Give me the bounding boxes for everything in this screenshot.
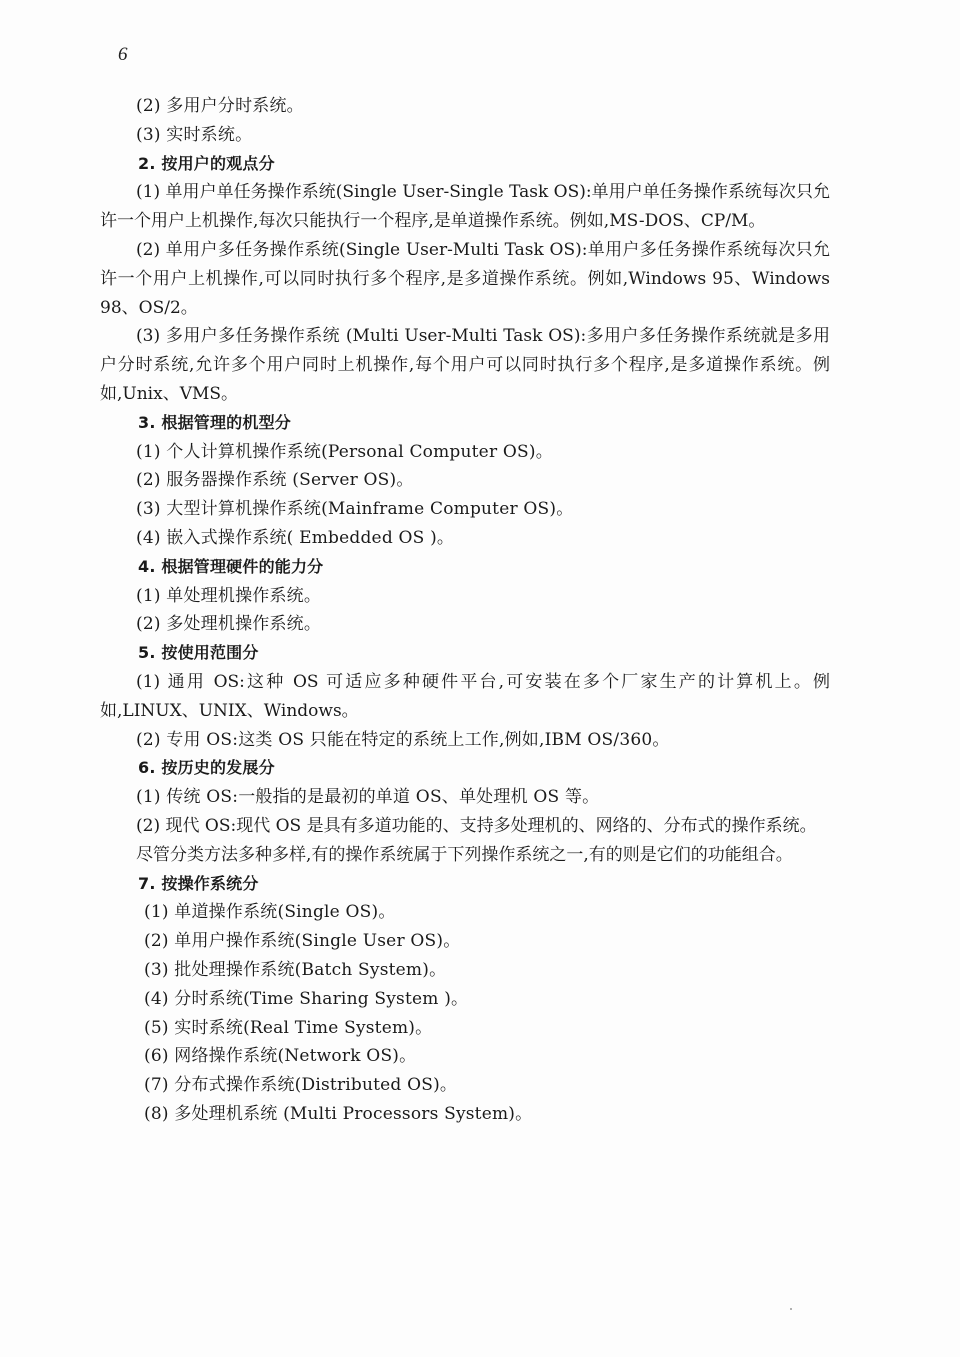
list-item: (1) 单道操作系统(Single OS)。 [144,902,396,923]
list-item: (2) 多用户分时系统。 [136,96,304,116]
list-item: (7) 分布式操作系统(Distributed OS)。 [144,1075,458,1096]
list-item: (3) 大型计算机操作系统(Mainframe Computer OS)。 [136,499,574,520]
list-item: (1) 单处理机操作系统。 [136,585,322,606]
list-item: (3) 实时系统。 [136,124,253,145]
list-item: (2) 服务器操作系统 (Server OS)。 [136,470,414,491]
scan-speck [790,1308,792,1310]
section-heading: 4. 根据管理硬件的能力分 [138,556,324,576]
list-item: (2) 专用 OS:这类 OS 只能在特定的系统上工作,例如,IBM OS/360。 [136,729,670,750]
paragraph: (2) 现代 OS:现代 OS 是具有多道功能的、支持多处理机的、网络的、分布式的操作系统。 [136,815,817,836]
section-heading: 5. 按使用范围分 [138,643,259,663]
section-heading: 6. 按历史的发展分 [138,758,275,778]
list-item: (4) 嵌入式操作系统( Embedded OS )。 [136,527,455,548]
list-item: (6) 网络操作系统(Network OS)。 [144,1046,417,1067]
section-heading: 3. 根据管理的机型分 [138,412,291,432]
paragraph: (2) 单用户多任务操作系统(Single User-Multi Task OS):单用户多任务操作系统每次只允许一个用户上机操作,可以同时执行多个程序,是多道操作系统。例如,Windows 95、Windows 98、OS/2。 [100,239,830,318]
page-number: 6 [118,44,128,65]
list-item: (3) 批处理操作系统(Batch System)。 [144,959,447,980]
paragraph: (3) 多用户多任务操作系统 (Multi User-Multi Task OS):多用户多任务操作系统就是多用户分时系统,允许多个用户同时上机操作,每个用户可以同时执行多个程序,是多道操作系统。例如,Unix、VMS。 [100,326,830,404]
os-type-list [100,898,830,1128]
page-content [100,92,830,1129]
section-heading: 7. 按操作系统分 [138,873,259,893]
list-item: (2) 多处理机操作系统。 [136,614,322,635]
list-item: (8) 多处理机系统 (Multi Processors System)。 [144,1103,533,1124]
list-item: (1) 个人计算机操作系统(Personal Computer OS)。 [136,441,553,462]
list-item: (1) 传统 OS:一般指的是最初的单道 OS、单处理机 OS 等。 [136,787,600,808]
list-item: (5) 实时系统(Real Time System)。 [144,1017,433,1038]
paragraph: (1) 通用 OS:这种 OS 可适应多种硬件平台,可安装在多个厂家生产的计算机上。例如,LINUX、UNIX、Windows。 [100,671,830,721]
summary-paragraph: 尽管分类方法多种多样,有的操作系统属于下列操作系统之一,有的则是它们的功能组合。 [136,844,793,865]
paragraph: (1) 单用户单任务操作系统(Single User-Single Task OS):单用户单任务操作系统每次只允许一个用户上机操作,每次只能执行一个程序,是单道操作系统。例如,MS-DOS、CP/M。 [100,182,830,232]
section-heading: 2. 按用户的观点分 [138,153,275,173]
list-item: (2) 单用户操作系统(Single User OS)。 [144,931,461,952]
list-item: (4) 分时系统(Time Sharing System )。 [144,988,469,1009]
